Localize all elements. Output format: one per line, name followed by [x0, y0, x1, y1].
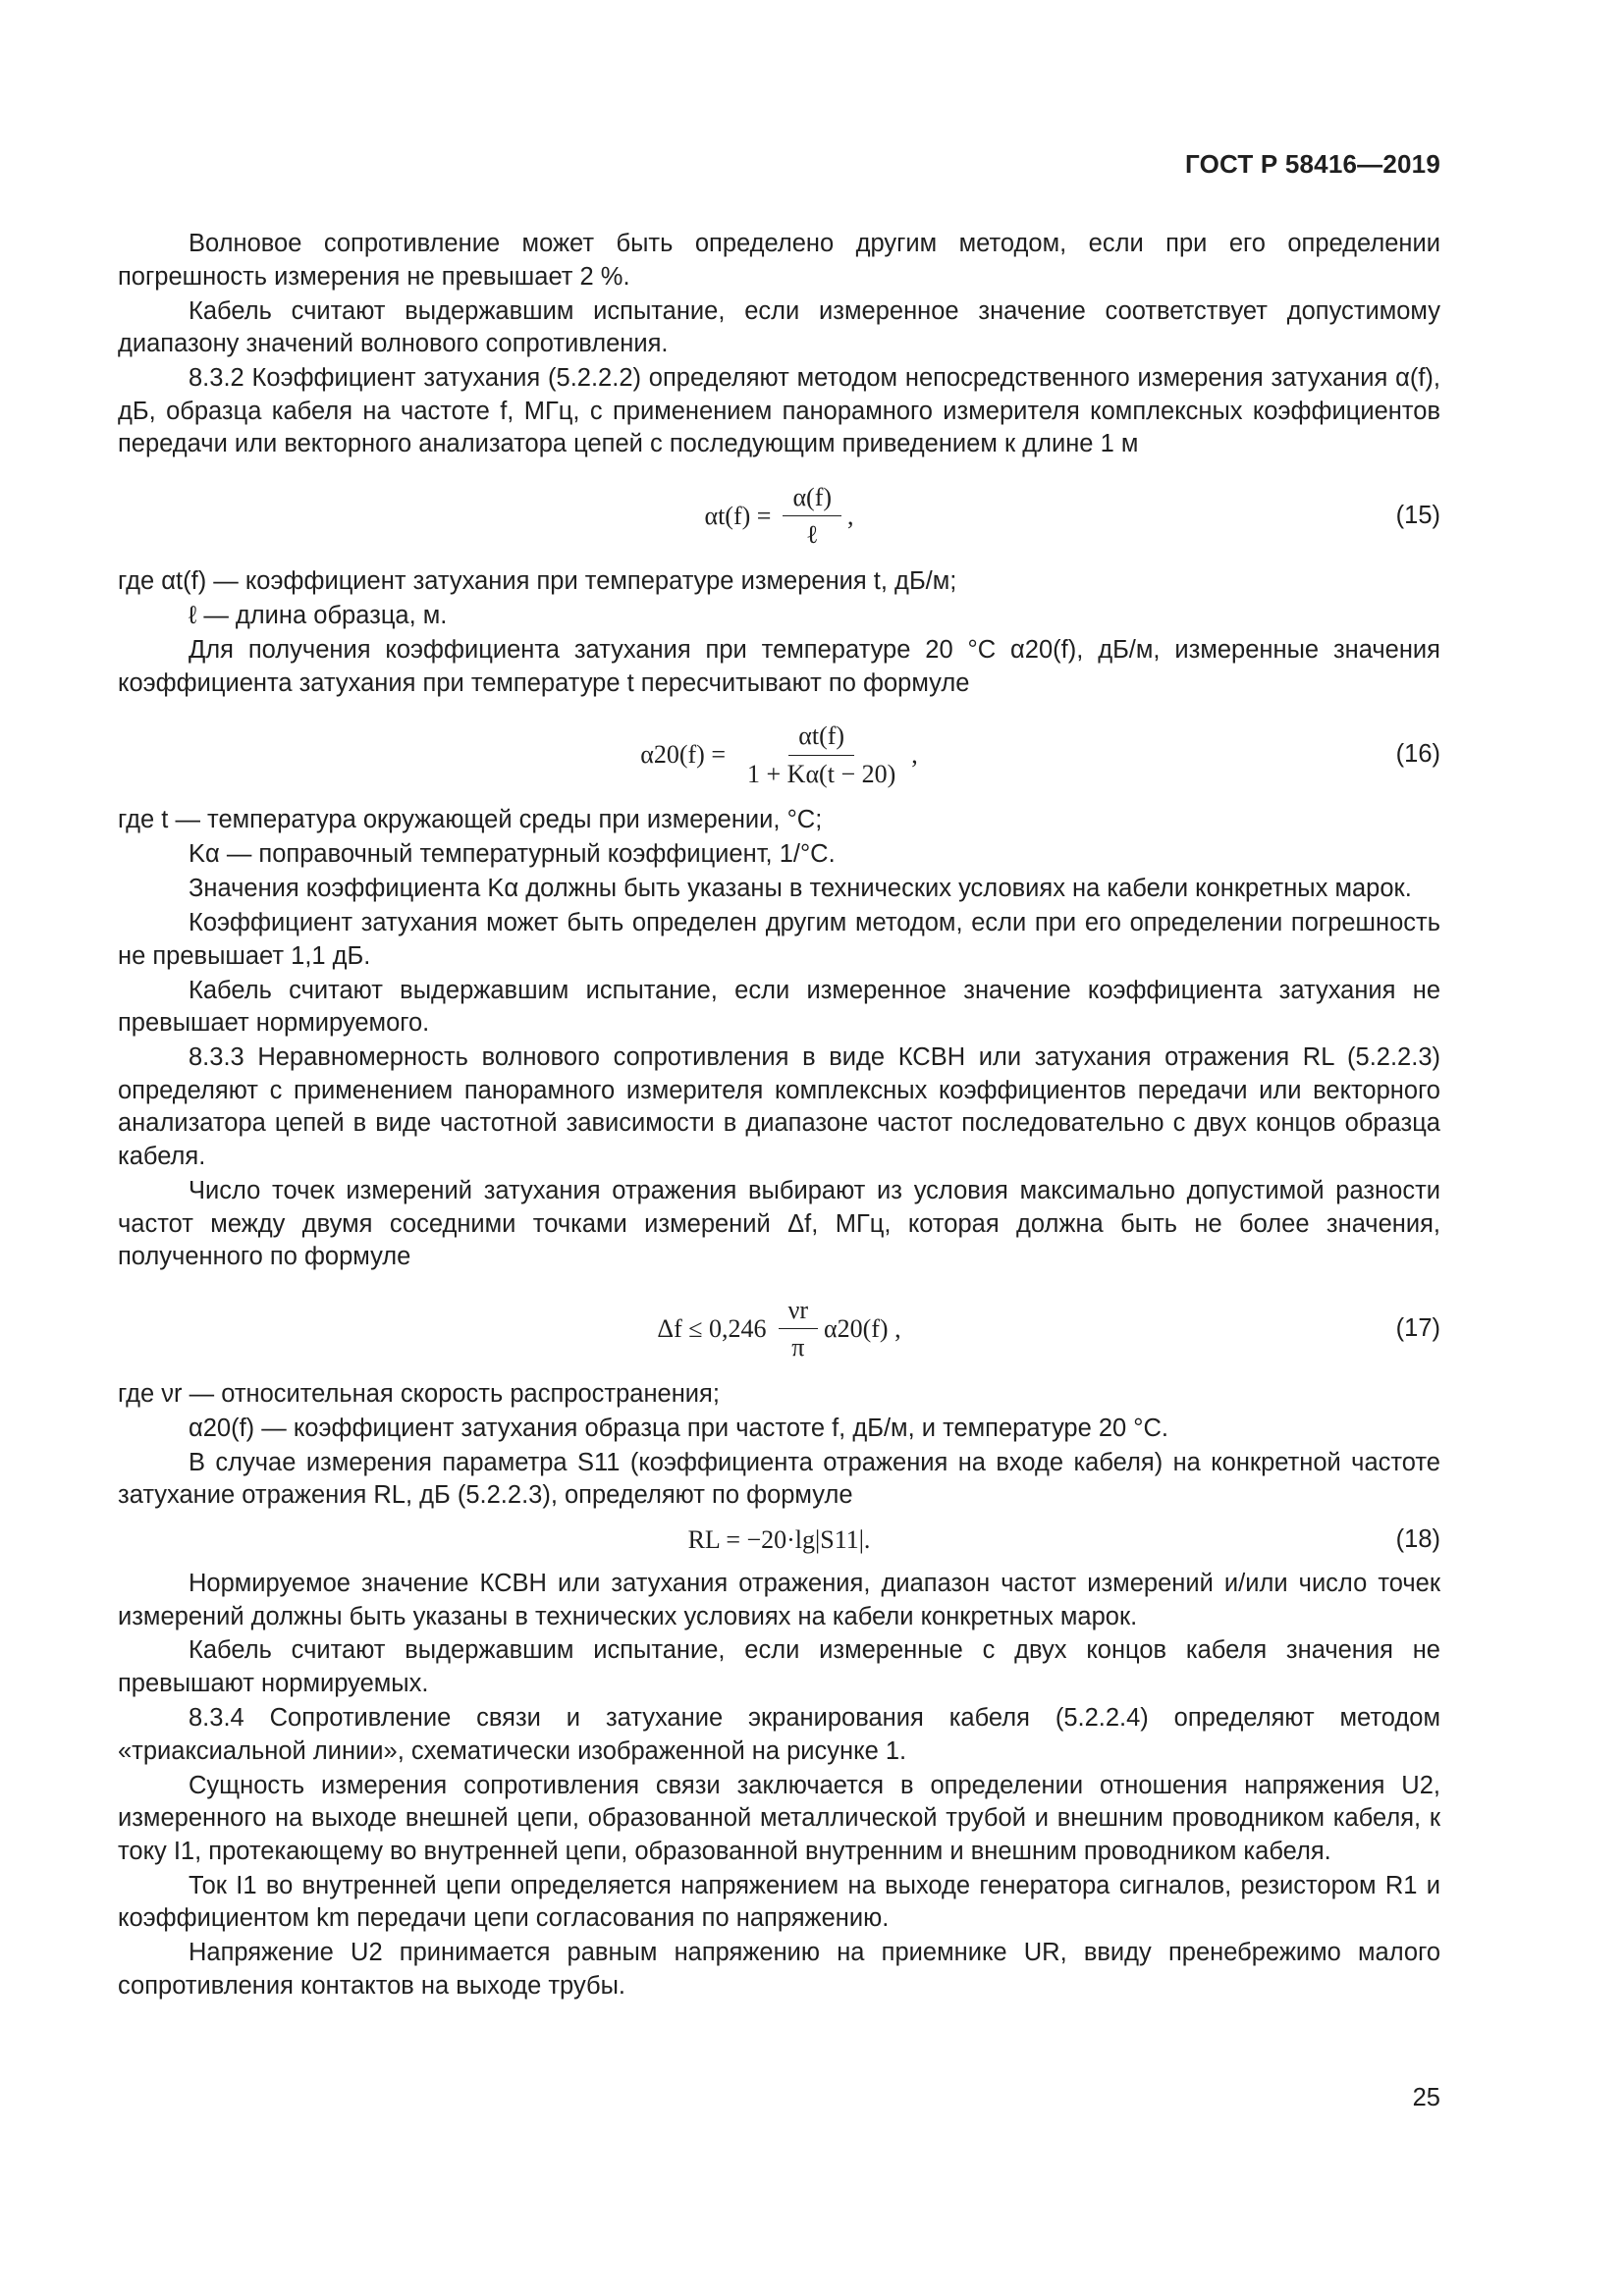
formula-17-tail: α20(f) , — [823, 1313, 901, 1343]
paragraph: Коэффициент затухания может быть определен другим методом, если при его определении погрешность не превышает 1,1 дБ. — [118, 909, 1440, 970]
paragraph: 8.3.4 Сопротивление связи и затухание экранирования кабеля (5.2.2.4) определяют методом «триаксиальной линии», схематически изображенной на рисунке 1. — [118, 1704, 1440, 1765]
paragraph: Нормируемое значение КСВН или затухания отражения, диапазон частот измерений и/или число точек измерений должны быть указаны в технических условиях на кабели конкретных марок. — [118, 1569, 1440, 1630]
formula-17-denominator: π — [791, 1333, 805, 1362]
formula-15-lhs: αt(f) = — [704, 502, 772, 531]
formula-17-fraction — [779, 1294, 818, 1364]
paragraph: Ток I1 во внутренней цепи определяется напряжением на выходе генератора сигналов, резистором R1 и коэффициентом km передачи цепи согласования по напряжению. — [118, 1871, 1440, 1933]
formula-15-fraction — [783, 481, 841, 552]
formula-16-numerator: αt(f) — [788, 720, 854, 756]
formula-16 — [118, 714, 1440, 796]
formula-17-numerator: νr — [779, 1294, 818, 1330]
paragraph: В случае измерения параметра S11 (коэффициента отражения на входе кабеля) на конкретной частоте затухание отражения RL, дБ (5.2.2.3), определяют по формуле — [118, 1448, 1440, 1510]
paragraph: Напряжение U2 принимается равным напряжению на приемнике UR, ввиду пренебрежимо малого сопротивления контактов на выходе трубы. — [118, 1939, 1440, 2000]
formula-17 — [118, 1288, 1440, 1370]
formula-15-denominator: ℓ — [806, 520, 819, 550]
formula-17-number: (17) — [1395, 1313, 1440, 1342]
paragraph: Число точек измерений затухания отражения выбирают из условия максимально допустимой разности частот между двумя соседними точками измерений Δf, МГц, которая должна быть не более значения, полученного по формуле — [118, 1176, 1440, 1271]
formula-17-lhs: Δf ≤ 0,246 — [657, 1313, 767, 1343]
paragraph: где νr — относительная скорость распространения; — [118, 1379, 720, 1408]
formula-16-fraction — [737, 720, 905, 790]
paragraph: ℓ — длина образца, м. — [189, 601, 448, 629]
paragraph: Значения коэффициента Kα должны быть указаны в технических условиях на кабели конкретных марок. — [189, 875, 1412, 903]
formula-15-tail: , — [847, 502, 854, 531]
formula-15-numerator: α(f) — [783, 481, 841, 517]
paragraph: где αt(f) — коэффициент затухания при температуре измерения t, дБ/м; — [118, 566, 957, 595]
paragraph: Сущность измерения сопротивления связи заключается в определении отношения напряжения U2, измеренного на выходе внешней цепи, образованной металлической трубой и внешним проводником кабеля, к току I1, протекающему во внутренней цепи, образованной внутренним и внешним проводником кабеля. — [118, 1771, 1440, 1865]
paragraph: Для получения коэффициента затухания при температуре 20 °С α20(f), дБ/м, измеренные значения коэффициента затухания при температуре t пересчитывают по формуле — [118, 635, 1440, 697]
paragraph: Кабель считают выдержавшим испытание, если измеренное значение коэффициента затухания не превышает нормируемого. — [118, 976, 1440, 1038]
page-number: 25 — [1412, 2084, 1440, 2111]
paragraph: Кабель считают выдержавшим испытание, если измеренное значение соответствует допустимому диапазону значений волнового сопротивления. — [118, 296, 1440, 358]
paragraph: 8.3.2 Коэффициент затухания (5.2.2.2) определяют методом непосредственного измерения затухания α(f), дБ, образца кабеля на частоте f, МГц, с применением панорамного измерителя комплексных коэффициентов передачи или векторного анализатора цепей с последующим приведением к длине 1 м — [118, 364, 1440, 458]
formula-16-denominator: 1 + Kα(t − 20) — [747, 759, 896, 788]
formula-18-number: (18) — [1395, 1525, 1440, 1554]
formula-16-lhs: α20(f) = — [640, 740, 726, 770]
formula-15-number: (15) — [1395, 502, 1440, 530]
paragraph: где t — температура окружающей среды при измерении, °С; — [118, 806, 823, 834]
paragraph: α20(f) — коэффициент затухания образца при частоте f, дБ/м, и температуре 20 °С. — [189, 1414, 1168, 1442]
formula-18 — [118, 1519, 1440, 1562]
paragraph: 8.3.3 Неравномерность волнового сопротивления в виде КСВН или затухания отражения RL (5.2.2.3) определяют с применением панорамного измерителя комплексных коэффициентов передачи или векторного анализатора цепей в виде частотной зависимости в диапазоне частот последовательно с двух концов образца кабеля. — [118, 1043, 1440, 1170]
formula-18-expression: RL = −20·lg|S11|. — [687, 1525, 871, 1555]
formula-16-number: (16) — [1395, 740, 1440, 769]
formula-15 — [118, 475, 1440, 558]
paragraph: Волновое сопротивление может быть определено другим методом, если при его определении погрешность измерения не превышает 2 %. — [118, 230, 1440, 291]
formula-16-tail: , — [911, 740, 918, 770]
paragraph: Кабель считают выдержавшим испытание, если измеренные с двух концов кабеля значения не превышают нормируемых. — [118, 1636, 1440, 1698]
paragraph: Kα — поправочный температурный коэффициент, 1/°С. — [189, 840, 836, 869]
page-body — [118, 228, 1440, 2004]
page-header-doc-code: ГОСТ Р 58416—2019 — [1185, 149, 1440, 179]
